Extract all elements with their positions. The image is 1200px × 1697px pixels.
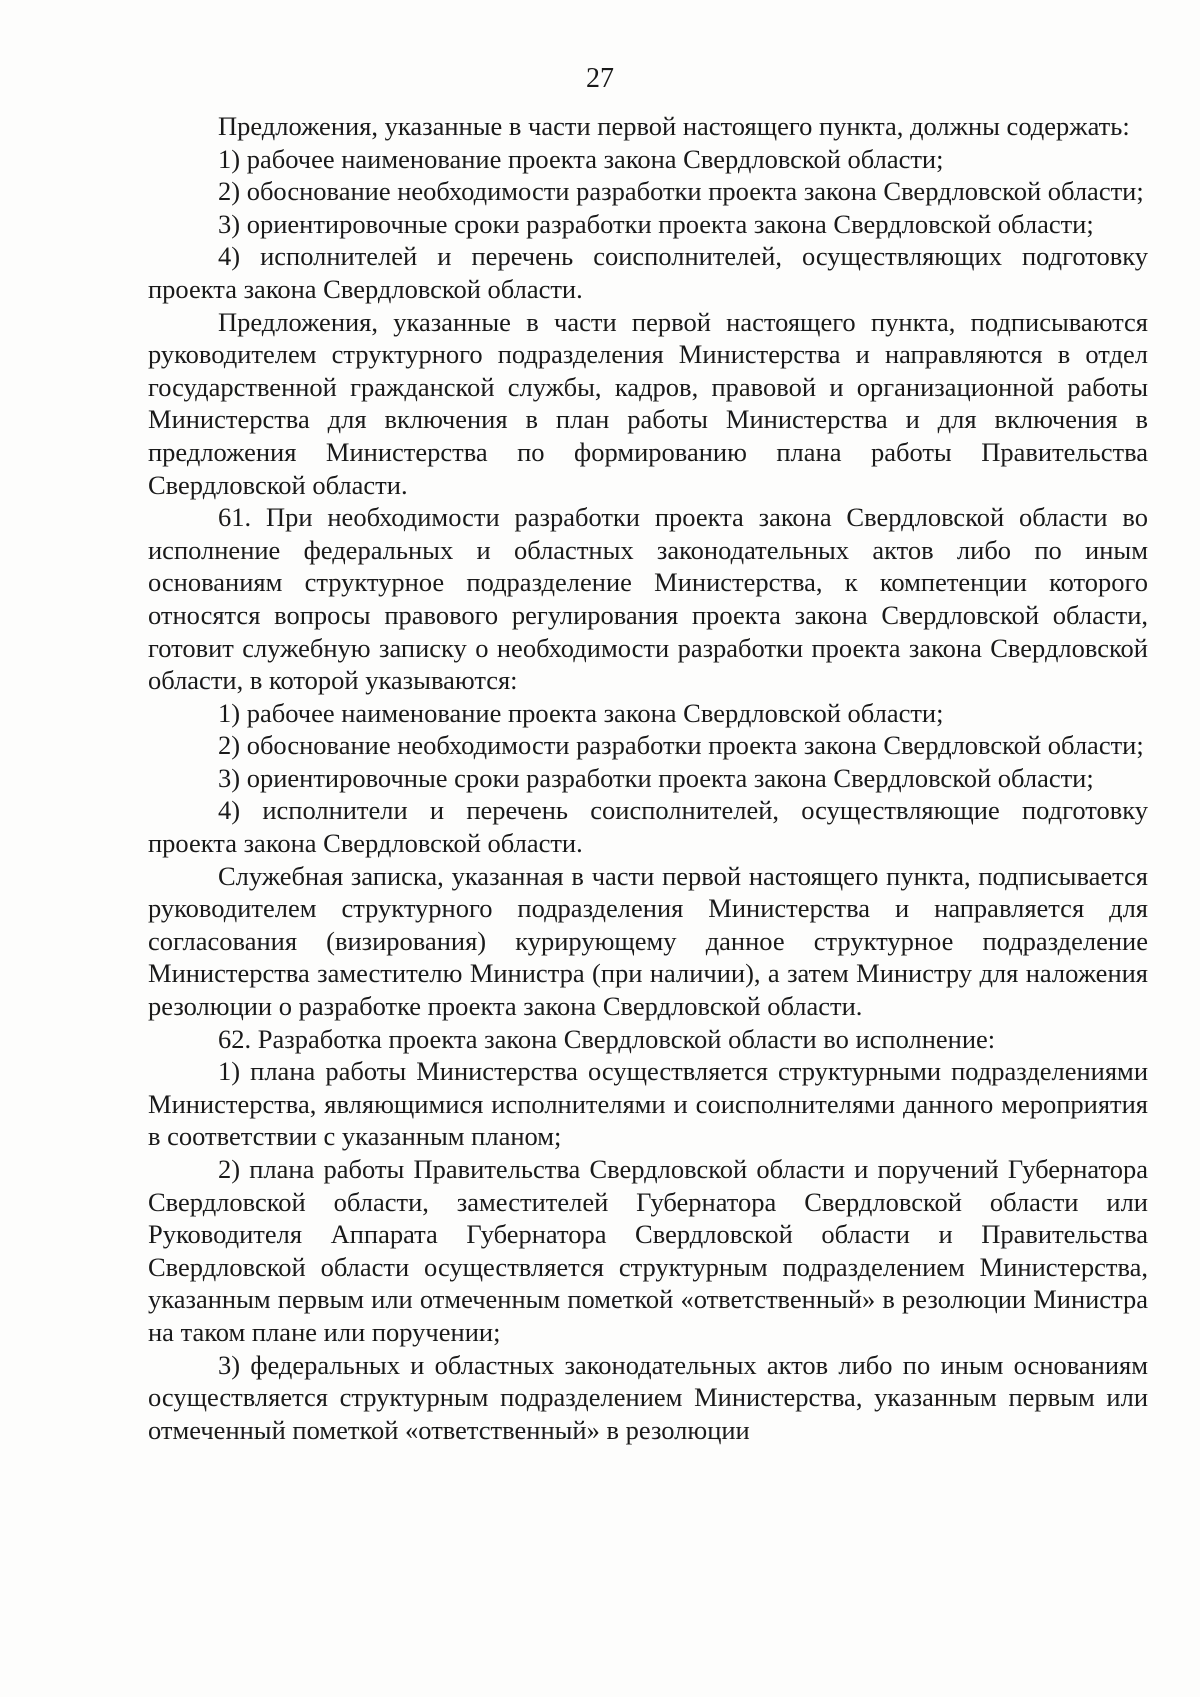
document-body	[148, 110, 1148, 1446]
page-number: 27	[586, 63, 614, 94]
list-item-executors: 4) исполнителей и перечень соисполнителей, осуществляющих подготовку проекта закона Свердловской области.	[148, 241, 1148, 304]
list-item-justification: 2) обоснование необходимости разработки проекта закона Свердловской области;	[218, 176, 1144, 207]
list-item-deadlines: 3) ориентировочные сроки разработки проекта закона Свердловской области;	[218, 208, 1094, 239]
list-item-ministry-plan: 1) плана работы Министерства осуществляется структурными подразделениями Министерства, являющимися исполнителями и соисполнителями данного мероприятия в соответствии с указанным планом;	[148, 1056, 1148, 1152]
paragraph-memo-signing: Служебная записка, указанная в части первой настоящего пункта, подписывается руководителем структурного подразделения Министерства и направляется для согласования (визирования) курирующему данное структурное подразделение Министерства заместителю Министра (при наличии), а затем Министру для наложения резолюции о разработке проекта закона Свердловской области.	[148, 860, 1148, 1022]
list-item-legislative-acts: 3) федеральных и областных законодательных актов либо по иным основаниям осуществляется структурным подразделением Министерства, указанным первым или отмеченный пометкой «ответственный» в резолюции	[148, 1349, 1148, 1445]
paragraph-proposals-signing: Предложения, указанные в части первой настоящего пункта, подписываются руководителем структурного подразделения Министерства и направляются в отдел государственной гражданской службы, кадров, правовой и организационной работы Министерства для включения в план работы Министерства и для включения в предложения Министерства по формированию плана работы Правительства Свердловской области.	[148, 306, 1148, 500]
paragraph-proposals-contents: Предложения, указанные в части первой настоящего пункта, должны содержать:	[218, 111, 1130, 141]
paragraph-clause-61: 61. При необходимости разработки проекта закона Свердловской области во исполнение федеральных и областных законодательных актов либо по иным основаниям структурное подразделение Министерства, к компетенции которого относятся вопросы правового регулирования проекта закона Свердловской области, готовит служебную записку о необходимости разработки проекта закона Свердловской области, в которой указываются:	[148, 502, 1148, 696]
list-item-executors-2: 4) исполнители и перечень соисполнителей, осуществляющие подготовку проекта закона Свердловской области.	[148, 795, 1148, 859]
list-item-working-title: 1) рабочее наименование проекта закона Свердловской области;	[218, 143, 944, 174]
list-item-government-plan: 2) плана работы Правительства Свердловской области и поручений Губернатора Свердловской области, заместителей Губернатора Свердловской области или Руководителя Аппарата Губернатора Свердловской области и Правительства Свердловской области осуществляется структурным подразделением Министерства, указанным первым или отмеченным пометкой «ответственный» в резолюции Министра на таком плане или поручении;	[148, 1154, 1148, 1347]
list-item-justification-2: 2) обоснование необходимости разработки проекта закона Свердловской области;	[218, 730, 1144, 761]
list-item-working-title-2: 1) рабочее наименование проекта закона Свердловской области;	[218, 697, 944, 728]
paragraph-clause-62: 62. Разработка проекта закона Свердловской области во исполнение:	[218, 1023, 996, 1054]
list-item-deadlines-2: 3) ориентировочные сроки разработки проекта закона Свердловской области;	[218, 762, 1094, 793]
